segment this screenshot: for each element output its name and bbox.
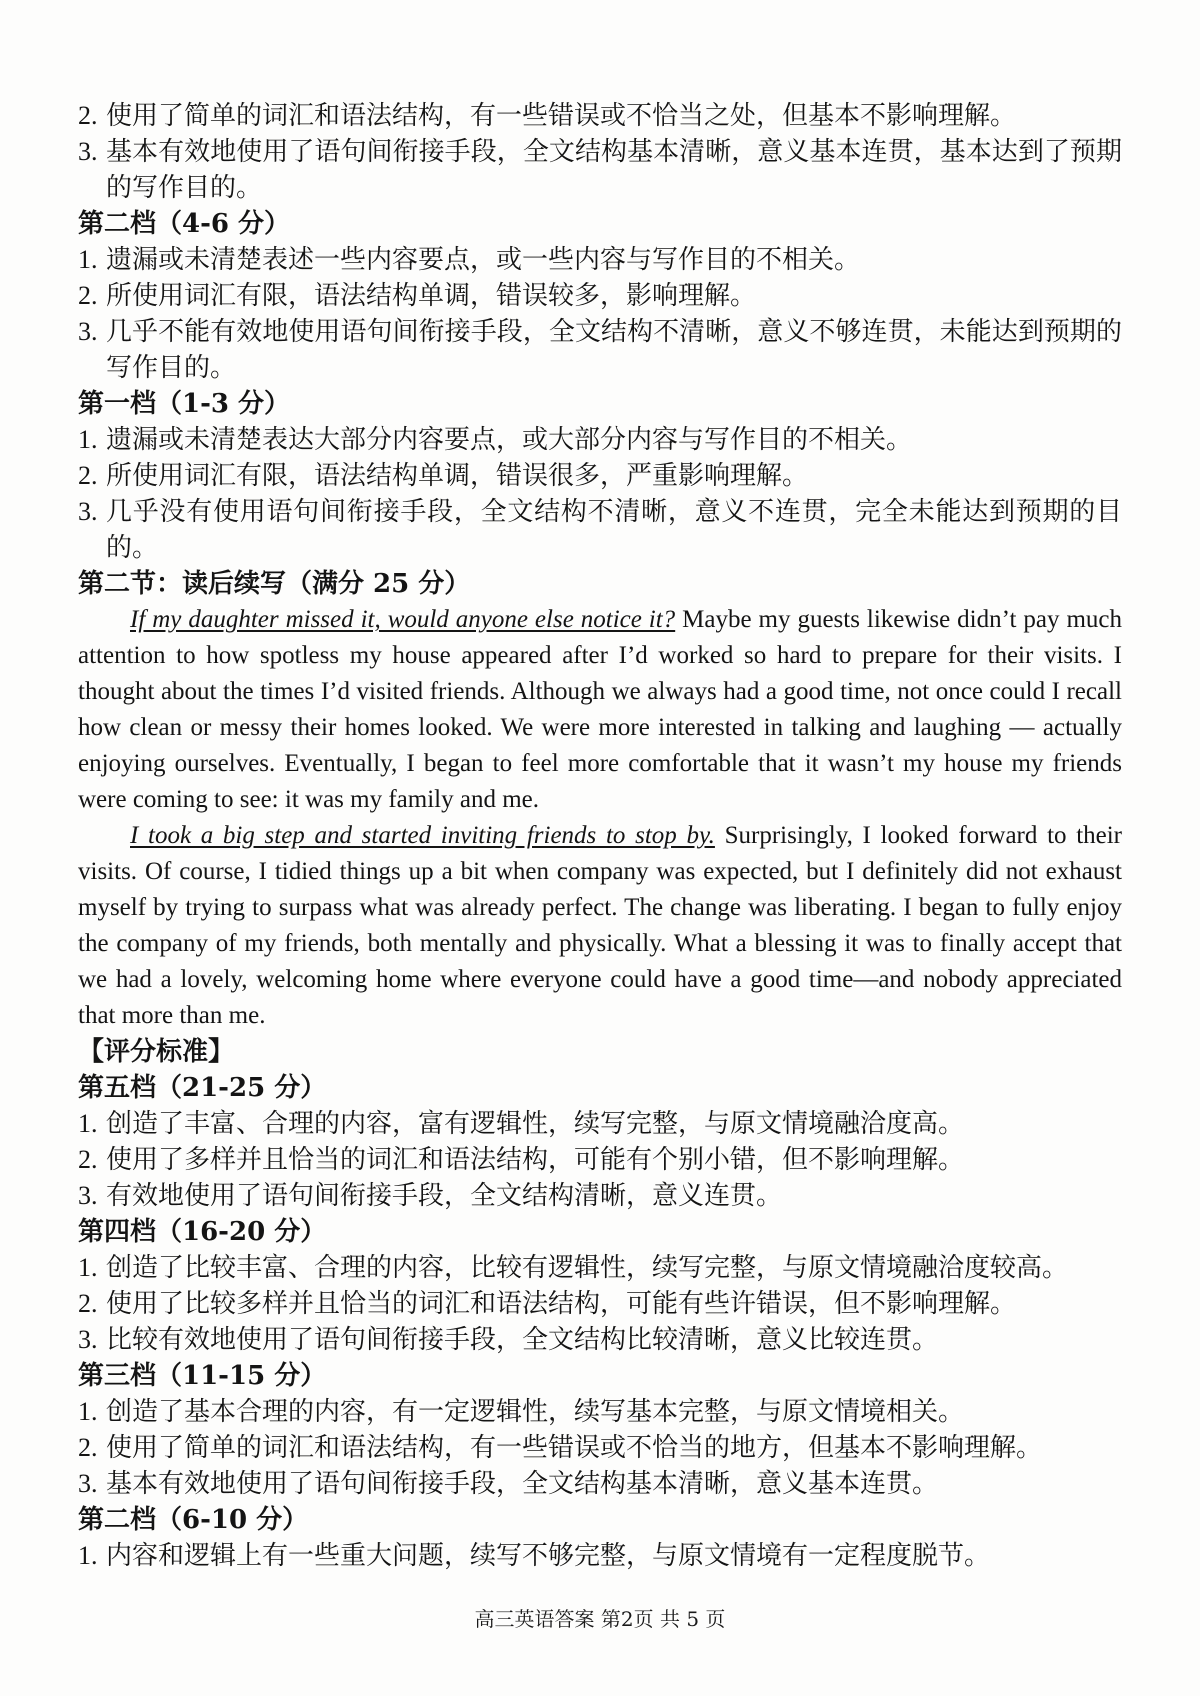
list-item [78, 1430, 1122, 1466]
section-heading: 第二节：读后续写（满分 25 分） [78, 569, 471, 599]
list-item [78, 1106, 1122, 1142]
item-text: 创造了基本合理的内容，有一定逻辑性，续写基本完整，与原文情境相关。 [106, 1397, 965, 1427]
page-content [78, 98, 1122, 1574]
paragraph-body: Surprisingly, I looked forward to their visits. Of course, I tidied things up a bit when company was expected, but I definitely did not exhaust myself by trying to surpass what was already perfect. The change was liberating. I began to fully enjoy the company of my friends, both mentally and physically. What a blessing it was to finally accept that we had a lovely, welcoming home where everyone could have a good time—and nobody appreciated that more than me. [78, 822, 1123, 1029]
item-number: 2. [78, 1433, 98, 1462]
item-text: 遗漏或未清楚表达大部分内容要点，或大部分内容与写作目的不相关。 [106, 425, 913, 455]
item-number: 3. [78, 1325, 98, 1354]
list-item [78, 1178, 1122, 1214]
level-heading: 第一档（1-3 分） [78, 389, 291, 419]
list-item [78, 1286, 1122, 1322]
item-text: 基本有效地使用了语句间衔接手段，全文结构基本清晰，意义基本连贯，基本达到了预期的写作目的。 [106, 137, 1122, 203]
item-number: 3. [78, 1181, 98, 1210]
item-number: 2. [78, 101, 98, 130]
item-text: 使用了简单的词汇和语法结构，有一些错误或不恰当的地方，但基本不影响理解。 [106, 1433, 1043, 1463]
item-text: 所使用词汇有限，语法结构单调，错误很多，严重影响理解。 [106, 461, 809, 491]
item-text: 所使用词汇有限，语法结构单调，错误较多，影响理解。 [106, 281, 757, 311]
item-text: 几乎没有使用语句间衔接手段，全文结构不清晰，意义不连贯，完全未能达到预期的目的。 [106, 497, 1122, 563]
list-item [78, 242, 1122, 278]
item-text: 几乎不能有效地使用语句间衔接手段，全文结构不清晰，意义不够连贯，未能达到预期的写作目的。 [106, 317, 1122, 383]
paragraph-lead-sentence: I took a big step and started inviting friends to stop by. [130, 822, 715, 849]
item-number: 3. [78, 137, 98, 166]
level-heading: 第五档（21-25 分） [78, 1073, 327, 1103]
item-text: 基本有效地使用了语句间衔接手段，全文结构基本清晰，意义基本连贯。 [106, 1469, 939, 1499]
sample-paragraph [78, 602, 1122, 818]
item-text: 比较有效地使用了语句间衔接手段，全文结构比较清晰，意义比较连贯。 [106, 1325, 939, 1355]
item-text: 有效地使用了语句间衔接手段，全文结构清晰，意义连贯。 [106, 1181, 783, 1211]
list-item [78, 458, 1122, 494]
item-number: 2. [78, 1289, 98, 1318]
criteria-heading: 【评分标准】 [78, 1037, 235, 1067]
page-footer: 高三英语答案 第2页 共 5 页 [474, 1607, 726, 1631]
item-number: 3. [78, 1469, 98, 1498]
paragraph-lead-sentence: If my daughter missed it, would anyone else notice it? [130, 606, 676, 633]
item-number: 3. [78, 497, 98, 526]
item-text: 遗漏或未清楚表述一些内容要点，或一些内容与写作目的不相关。 [106, 245, 861, 275]
list-item [78, 422, 1122, 458]
item-number: 2. [78, 461, 98, 490]
list-item [78, 1466, 1122, 1502]
list-item [78, 494, 1122, 566]
list-item [78, 98, 1122, 134]
item-number: 1. [78, 1541, 98, 1570]
item-text: 使用了比较多样并且恰当的词汇和语法结构，可能有些许错误，但不影响理解。 [106, 1289, 1017, 1319]
list-item [78, 278, 1122, 314]
paragraph-body: Maybe my guests likewise didn’t pay much attention to how spotless my house appeared after I’d worked so hard to prepare for their visits. I thought about the times I’d visited friends. Although we always had a good time, not once could I recall how clean or messy their homes looked. We were more interested in talking and laughing — actually enjoying ourselves. Eventually, I began to feel more comfortable that it wasn’t my house my friends were coming to see: it was my family and me. [78, 606, 1122, 813]
list-item [78, 134, 1122, 206]
item-text: 使用了多样并且恰当的词汇和语法结构，可能有个别小错，但不影响理解。 [106, 1145, 965, 1175]
list-item [78, 314, 1122, 386]
item-number: 2. [78, 281, 98, 310]
item-number: 1. [78, 1109, 98, 1138]
sample-paragraph [78, 818, 1122, 1034]
item-number: 1. [78, 1397, 98, 1426]
list-item [78, 1538, 1122, 1574]
item-text: 内容和逻辑上有一些重大问题，续写不够完整，与原文情境有一定程度脱节。 [106, 1541, 991, 1571]
list-item [78, 1250, 1122, 1286]
list-item [78, 1394, 1122, 1430]
item-number: 1. [78, 425, 98, 454]
level-heading: 第三档（11-15 分） [78, 1361, 327, 1391]
item-text: 创造了丰富、合理的内容，富有逻辑性，续写完整，与原文情境融洽度高。 [106, 1109, 965, 1139]
item-number: 1. [78, 1253, 98, 1282]
item-text: 创造了比较丰富、合理的内容，比较有逻辑性，续写完整，与原文情境融洽度较高。 [106, 1253, 1069, 1283]
level-heading: 第四档（16-20 分） [78, 1217, 327, 1247]
list-item [78, 1322, 1122, 1358]
item-number: 3. [78, 317, 98, 346]
item-number: 1. [78, 245, 98, 274]
item-text: 使用了简单的词汇和语法结构，有一些错误或不恰当之处，但基本不影响理解。 [106, 101, 1017, 131]
list-item [78, 1142, 1122, 1178]
level-heading: 第二档（4-6 分） [78, 209, 291, 239]
item-number: 2. [78, 1145, 98, 1174]
level-heading: 第二档（6-10 分） [78, 1505, 309, 1535]
